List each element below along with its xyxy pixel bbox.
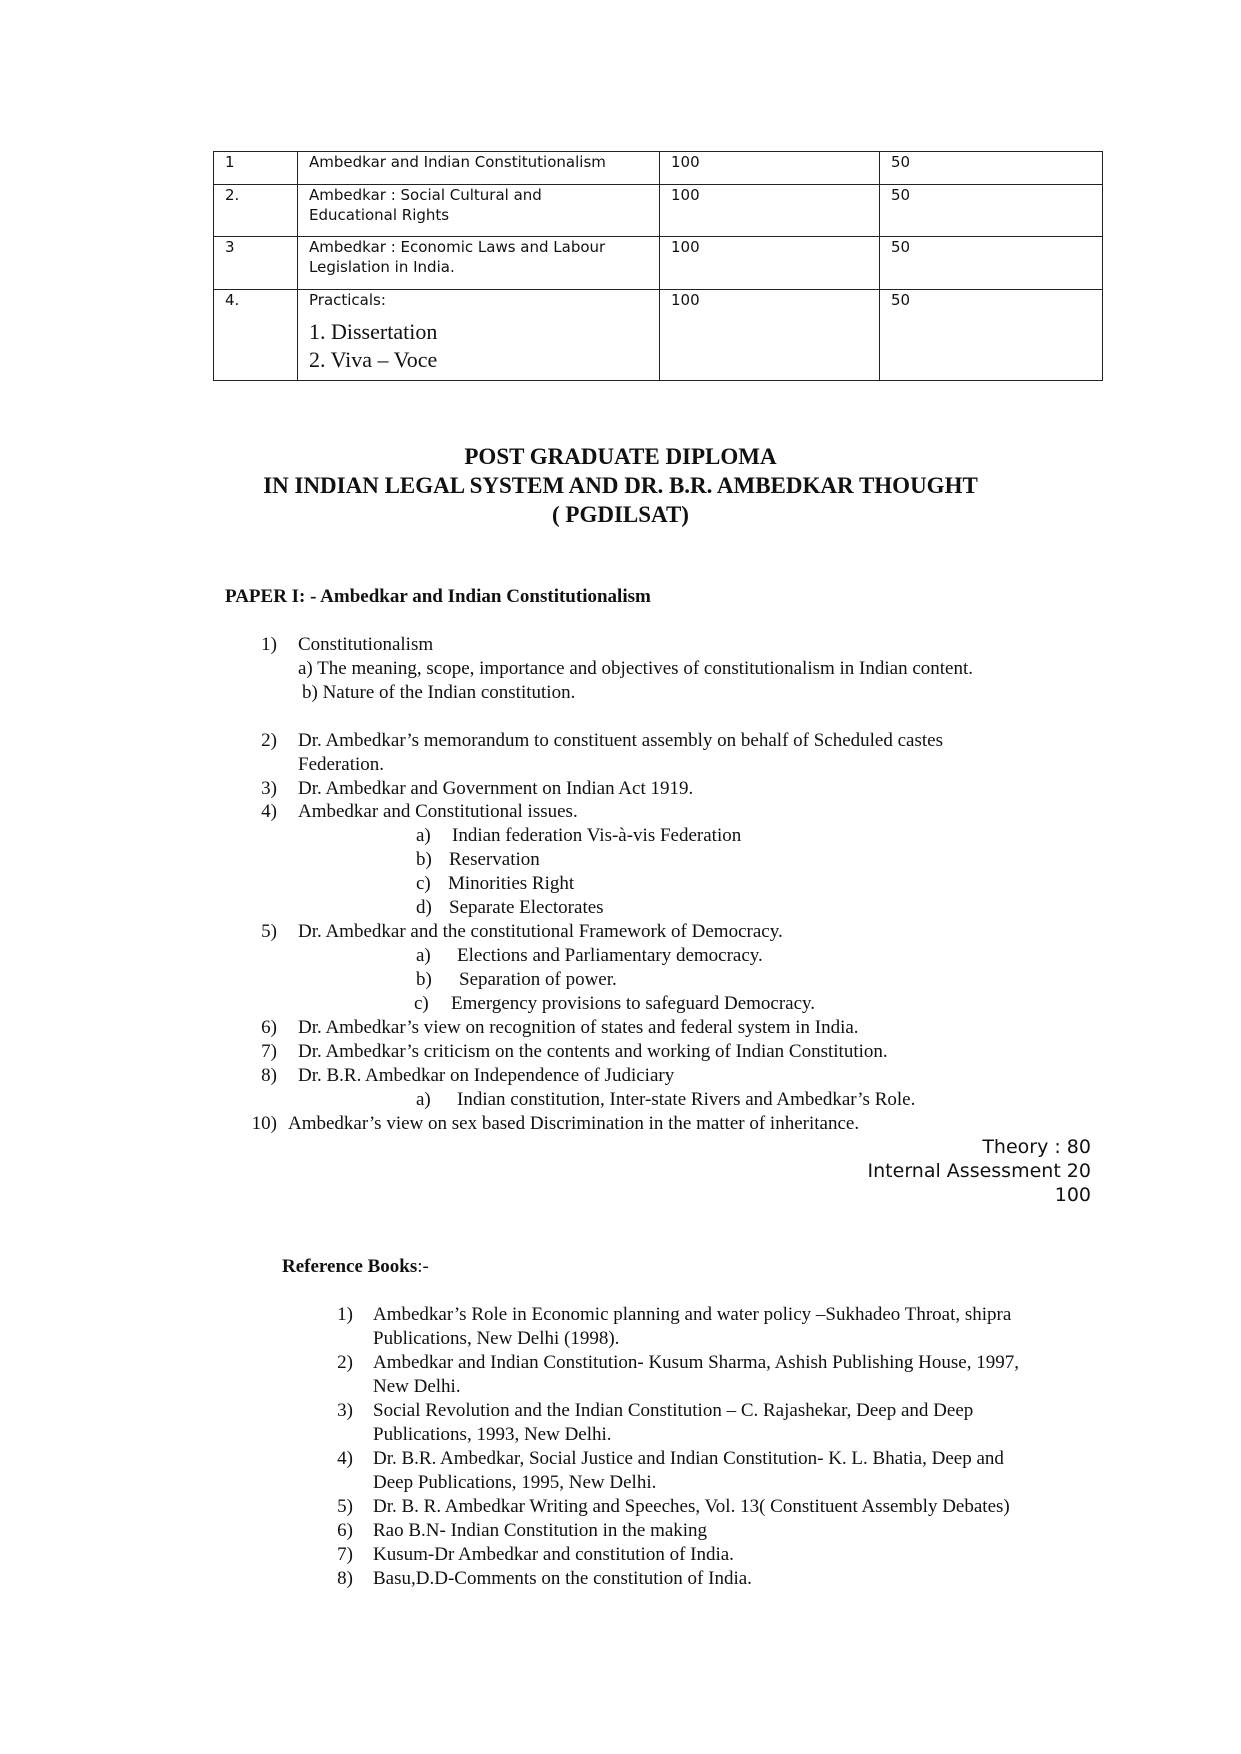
list-number: 5) <box>261 921 277 942</box>
table-row <box>214 152 1103 185</box>
paper-heading: PAPER I: - Ambedkar and Indian Constitutionalism <box>225 586 651 607</box>
table-row <box>214 290 1103 381</box>
pass-marks: 50 <box>880 237 1103 290</box>
list-item: Social Revolution and the Indian Constitution – C. Rajashekar, Deep and Deep <box>373 1400 974 1421</box>
list-subitem: Separate Electorates <box>449 897 604 918</box>
list-number: 7) <box>337 1544 353 1565</box>
paper-title: Ambedkar and Indian Constitutionalism <box>298 152 660 185</box>
list-item: Dr. B. R. Ambedkar Writing and Speeches, Vol. 13( Constituent Assembly Debates) <box>373 1496 1010 1517</box>
list-item: Dr. Ambedkar and Government on Indian Act 1919. <box>298 778 694 799</box>
list-subitem: Emergency provisions to safeguard Democracy. <box>451 993 816 1014</box>
pass-marks: 50 <box>880 152 1103 185</box>
list-item-continued: Deep Publications, 1995, New Delhi. <box>373 1472 657 1493</box>
list-item: Dr. Ambedkar’s criticism on the contents and working of Indian Constitution. <box>298 1041 888 1062</box>
sub-label: b) <box>416 969 432 990</box>
list-item: Dr. Ambedkar’s view on recognition of states and federal system in India. <box>298 1017 859 1038</box>
list-item: Dr. Ambedkar and the constitutional Framework of Democracy. <box>298 921 783 942</box>
internal-assessment-marks: Internal Assessment 20 <box>867 1160 1091 1182</box>
paper-title: Ambedkar : Economic Laws and Labour Legislation in India. <box>298 237 660 290</box>
practicals-list: 1. Dissertation 2. Viva – Voce <box>309 319 438 372</box>
list-subitem: Indian constitution, Inter-state Rivers and Ambedkar’s Role. <box>457 1089 916 1110</box>
page-subtitle: IN INDIAN LEGAL SYSTEM AND DR. B.R. AMBEDKAR THOUGHT <box>263 473 978 498</box>
list-number: 5) <box>337 1496 353 1517</box>
paper-number: 3 <box>214 237 298 290</box>
list-item: Basu,D.D-Comments on the constitution of India. <box>373 1568 752 1589</box>
paper-number: 4. <box>214 290 298 381</box>
references-heading: Reference Books:- <box>282 1256 429 1277</box>
list-number: 8) <box>261 1065 277 1086</box>
program-code: ( PGDILSAT) <box>552 502 689 527</box>
paper-number: 1 <box>214 152 298 185</box>
max-marks: 100 <box>660 290 880 381</box>
list-number: 3) <box>261 778 277 799</box>
sub-label: b) <box>416 849 432 870</box>
list-item: Dr. Ambedkar’s memorandum to constituent assembly on behalf of Scheduled castes <box>298 730 943 751</box>
list-item-continued: Publications, New Delhi (1998). <box>373 1328 620 1349</box>
list-subitem: Minorities Right <box>448 873 575 894</box>
sub-label: c) <box>416 873 431 894</box>
list-item: Dr. B.R. Ambedkar on Independence of Judiciary <box>298 1065 675 1086</box>
theory-marks: Theory : 80 <box>982 1136 1091 1158</box>
list-subitem: b) Nature of the Indian constitution. <box>302 682 576 703</box>
list-item: Ambedkar and Constitutional issues. <box>298 801 578 822</box>
list-number: 6) <box>261 1017 277 1038</box>
paper-title: Practicals: 1. Dissertation 2. Viva – Voce <box>298 290 660 381</box>
table-row <box>214 237 1103 290</box>
list-item-continued: Publications, 1993, New Delhi. <box>373 1424 612 1445</box>
list-item-continued: Federation. <box>298 754 385 775</box>
page-title: POST GRADUATE DIPLOMA <box>464 444 777 469</box>
list-item: Dr. B.R. Ambedkar, Social Justice and Indian Constitution- K. L. Bhatia, Deep and <box>373 1448 1004 1469</box>
list-number: 4) <box>261 801 277 822</box>
max-marks: 100 <box>660 185 880 237</box>
list-number: 7) <box>261 1041 277 1062</box>
list-item: Kusum-Dr Ambedkar and constitution of India. <box>373 1544 734 1565</box>
list-item: Rao B.N- Indian Constitution in the making <box>373 1520 708 1541</box>
sub-label: a) <box>416 945 431 966</box>
list-number: 2) <box>337 1352 353 1373</box>
paper-number: 2. <box>214 185 298 237</box>
sub-label: d) <box>416 897 432 918</box>
list-number: 1) <box>337 1304 353 1325</box>
list-item: Constitutionalism <box>298 634 434 655</box>
list-number: 2) <box>261 730 277 751</box>
list-number: 6) <box>337 1520 353 1541</box>
list-number: 3) <box>337 1400 353 1421</box>
max-marks: 100 <box>660 237 880 290</box>
list-item: Ambedkar’s Role in Economic planning and water policy –Sukhadeo Throat, shipra <box>373 1304 1012 1325</box>
list-number: 10) <box>251 1113 277 1134</box>
sub-label: a) <box>416 825 431 846</box>
list-item: Ambedkar and Indian Constitution- Kusum Sharma, Ashish Publishing House, 1997, <box>373 1352 1019 1373</box>
list-number: 8) <box>337 1568 353 1589</box>
sub-label: c) <box>414 993 429 1014</box>
max-marks: 100 <box>660 152 880 185</box>
list-subitem: Separation of power. <box>459 969 617 990</box>
pass-marks: 50 <box>880 185 1103 237</box>
sub-label: a) <box>416 1089 431 1110</box>
papers-table <box>213 151 1103 381</box>
list-number: 1) <box>261 634 277 655</box>
list-item-continued: New Delhi. <box>373 1376 461 1397</box>
list-subitem: Indian federation Vis-à-vis Federation <box>452 825 742 846</box>
paper-title: Ambedkar : Social Cultural and Educational Rights <box>298 185 660 237</box>
list-subitem: Reservation <box>449 849 540 870</box>
total-marks: 100 <box>1054 1184 1091 1206</box>
list-number: 4) <box>337 1448 353 1469</box>
table-row <box>214 185 1103 237</box>
list-subitem: Elections and Parliamentary democracy. <box>457 945 763 966</box>
list-item: Ambedkar’s view on sex based Discrimination in the matter of inheritance. <box>288 1113 860 1134</box>
list-subitem: a) The meaning, scope, importance and objectives of constitutionalism in Indian content. <box>298 658 974 679</box>
pass-marks: 50 <box>880 290 1103 381</box>
